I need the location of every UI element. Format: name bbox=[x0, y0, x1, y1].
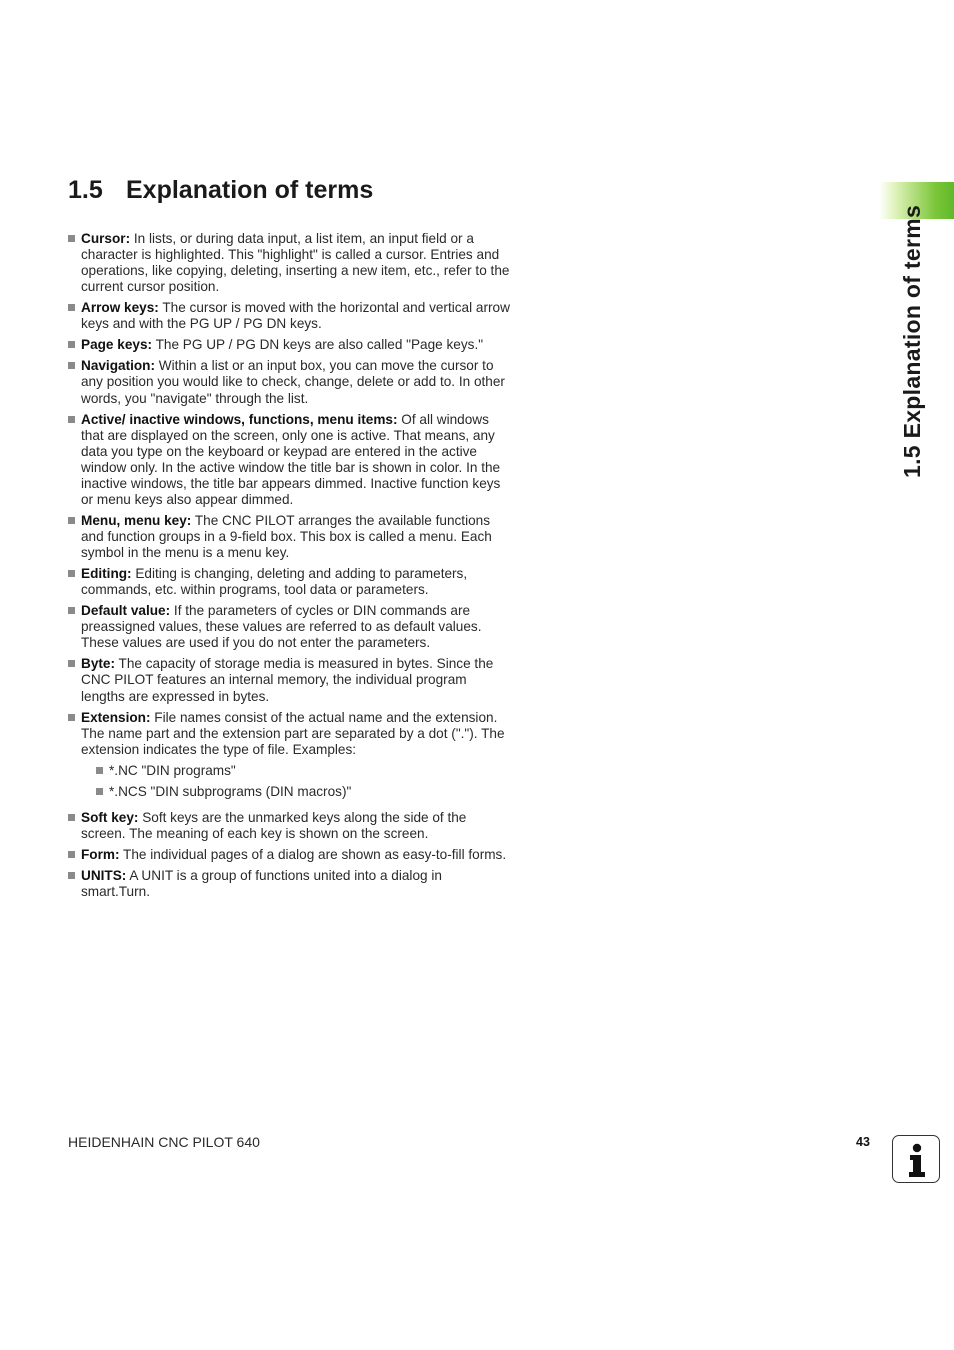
term-description: Of all windows that are displayed on the screen, only one is active. That means, any data you type on the keyboard or keypad are entered in the active window only. In the active window the title bar is shown in color. In the inactive windows, the title bar appears dimmed. Inactive function keys or menu keys also appear dimmed. bbox=[81, 411, 501, 507]
bullet-square-icon bbox=[68, 714, 75, 721]
term-name: Editing: bbox=[81, 566, 132, 582]
bullet-square-icon bbox=[68, 814, 75, 821]
terms-list bbox=[68, 231, 510, 905]
term-name: Arrow keys: bbox=[81, 300, 159, 316]
term-name: Soft key: bbox=[81, 809, 139, 825]
term-item bbox=[68, 231, 510, 295]
term-item bbox=[68, 412, 510, 509]
page-number: 43 bbox=[856, 1135, 870, 1149]
term-name: Page keys: bbox=[81, 337, 153, 353]
term-description: Within a list or an input box, you can move the cursor to any position you would like to check, change, delete or add to. In other words, you "navigate" through the list. bbox=[81, 358, 505, 406]
bullet-square-icon bbox=[68, 416, 75, 423]
term-description: File names consist of the actual name and the extension. The name part and the extension part are separated by a dot ("."). The extension indicates the type of file. Examples: bbox=[81, 709, 505, 757]
term-description: The cursor is moved with the horizontal and vertical arrow keys and with the PG UP / PG DN keys. bbox=[81, 300, 510, 332]
term-item bbox=[68, 656, 510, 704]
term-description: The PG UP / PG DN keys are also called "Page keys." bbox=[152, 337, 484, 353]
bullet-square-icon bbox=[68, 872, 75, 879]
term-item bbox=[68, 710, 510, 800]
term-name: Active/ inactive windows, functions, menu items: bbox=[81, 411, 398, 427]
term-name: Extension: bbox=[81, 709, 151, 725]
info-icon bbox=[892, 1135, 940, 1183]
term-description: A UNIT is a group of functions united into a dialog in smart.Turn. bbox=[81, 867, 442, 899]
term-name: Form: bbox=[81, 846, 120, 862]
term-item bbox=[68, 358, 510, 406]
sub-list-item bbox=[81, 784, 510, 800]
term-item bbox=[68, 847, 510, 863]
bullet-square-icon bbox=[68, 517, 75, 524]
term-item bbox=[68, 513, 510, 561]
term-description: In lists, or during data input, a list item, an input field or a character is highlighted. This "highlight" is called a cursor. Entries and operations, like copying, deleting, inserting a new item, etc., refer to the current cursor position. bbox=[81, 231, 510, 295]
sub-item-text: *.NCS "DIN subprograms (DIN macros)" bbox=[109, 783, 352, 799]
sub-item-text: *.NC "DIN programs" bbox=[109, 762, 236, 778]
term-description: The capacity of storage media is measured in bytes. Since the CNC PILOT features an internal memory, the individual program lengths are expressed in bytes. bbox=[81, 656, 494, 704]
term-item bbox=[68, 868, 510, 900]
term-item bbox=[68, 810, 510, 842]
bullet-square-icon bbox=[68, 570, 75, 577]
term-name: Cursor: bbox=[81, 231, 131, 246]
term-description: Soft keys are the unmarked keys along the side of the screen. The meaning of each key is shown on the screen. bbox=[81, 809, 467, 841]
bullet-square-icon bbox=[68, 851, 75, 858]
term-item bbox=[68, 337, 510, 353]
term-name: Byte: bbox=[81, 656, 115, 672]
bullet-square-icon bbox=[68, 660, 75, 667]
sub-list-item bbox=[81, 763, 510, 779]
bullet-square-icon bbox=[68, 235, 75, 242]
bullet-square-icon bbox=[68, 304, 75, 311]
term-description: If the parameters of cycles or DIN commands are preassigned values, these values are referred to as default values. These values are used if you do not enter the parameters. bbox=[81, 603, 482, 651]
bullet-square-icon bbox=[96, 767, 103, 774]
bullet-square-icon bbox=[68, 607, 75, 614]
term-name: UNITS: bbox=[81, 867, 127, 883]
term-item bbox=[68, 603, 510, 651]
term-description: The CNC PILOT arranges the available functions and function groups in a 9-field box. This box is called a menu. Each symbol in the menu is a menu key. bbox=[81, 512, 492, 561]
section-number: 1.5 bbox=[68, 176, 103, 204]
section-title: Explanation of terms bbox=[126, 176, 374, 204]
side-section-title: 1.5 Explanation of terms bbox=[899, 204, 925, 478]
footer-manual-title: HEIDENHAIN CNC PILOT 640 bbox=[68, 1134, 260, 1150]
bullet-square-icon bbox=[68, 341, 75, 348]
section-heading bbox=[68, 176, 373, 205]
term-description: Editing is changing, deleting and adding to parameters, commands, etc. within programs, tool data or parameters. bbox=[81, 566, 468, 598]
term-name: Default value: bbox=[81, 603, 171, 619]
bullet-square-icon bbox=[68, 362, 75, 369]
term-item bbox=[68, 300, 510, 332]
bullet-square-icon bbox=[96, 788, 103, 795]
term-name: Navigation: bbox=[81, 358, 156, 374]
term-item bbox=[68, 566, 510, 598]
term-name: Menu, menu key: bbox=[81, 512, 192, 528]
term-description: The individual pages of a dialog are shown as easy-to-fill forms. bbox=[119, 846, 507, 862]
